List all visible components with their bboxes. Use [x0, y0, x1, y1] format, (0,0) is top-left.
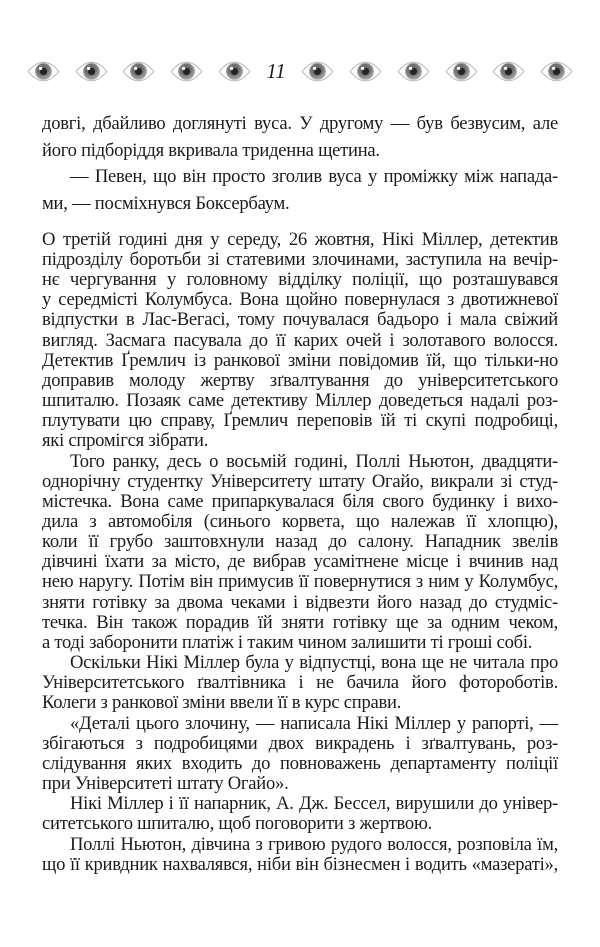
eye-ornament-icon — [397, 61, 430, 82]
text-line: плутувати цю справу, Ґремлич переповів їй ті скупі подробиці, — [42, 410, 558, 432]
text-line: шпиталю. Позаяк саме детективу Міллер доведеться надалі роз- — [42, 390, 558, 412]
eye-ornament-icon — [540, 61, 573, 82]
text-line: дівчині їхати за місто, де вибрав усамітнене місце і вчинив над — [42, 551, 558, 573]
text-line: у середмісті Колумбуса. Вона щойно повернулася з двотижневої — [42, 289, 558, 311]
text-line: Оскільки Нікі Міллер була у відпустці, вона ще не читала про — [70, 652, 558, 674]
paragraph — [42, 835, 558, 875]
text-line: відпустки в Лас-Вегасі, тому почувалася бадьоро і мала свіжий — [42, 309, 558, 331]
text-column — [42, 111, 558, 875]
text-line: а тоді заборонити платіж і таким чином залишити ті гроші собі. — [42, 631, 533, 653]
text-line: Нікі Міллер і її напарник, А. Дж. Бессел, вирушили до універ- — [70, 793, 558, 815]
eye-ornament-icon — [349, 61, 382, 82]
text-line: «Деталі цього злочину, — написала Нікі Міллер у рапорті, — — [70, 712, 558, 734]
text-line: ми, — посміхнувся Боксербаум. — [42, 193, 290, 215]
text-line: — Певен, що він просто зголив вуса у проміжку між напада- — [70, 166, 558, 188]
page-number: 11 — [266, 59, 286, 83]
text-line: ситетського шпиталю, щоб поговорити з жертвою. — [42, 813, 432, 835]
text-line: однорічну студентку Університету штату Огайо, викрали зі студ- — [42, 470, 558, 492]
text-line: О третій годині дня у середу, 26 жовтня, Нікі Міллер, детектив — [42, 228, 558, 250]
paragraph — [42, 653, 558, 713]
text-line: Детектив Ґремлич із ранкової зміни повідомив їй, що тільки-но — [42, 349, 558, 371]
text-line: Поллі Ньютон, дівчина з гривою рудого волосся, розповіла їм, — [70, 833, 558, 855]
eye-ornament-icon — [75, 61, 108, 82]
text-line: зняти готівку за двома чеками і відвезти його назад до студміс- — [42, 591, 558, 613]
paragraph — [42, 230, 558, 452]
text-line: дила з автомобіля (синього корвета, що належав її хлопцю), — [42, 511, 558, 532]
text-line: які спромігся зібрати. — [42, 430, 209, 452]
paragraph — [42, 111, 558, 164]
eye-ornament-icon — [218, 61, 251, 82]
text-line: Колеги з ранкової зміни ввели її в курс справи. — [42, 692, 402, 714]
paragraph — [42, 714, 558, 795]
text-line: нє чергування у головному відділку поліції, що розташувався — [42, 269, 558, 291]
text-line: підрозділу боротьби зі статевими злочинами, заступила на вечір- — [42, 248, 558, 270]
text-line: вигляд. Засмага пасувала до її карих очей і золотавого волосся. — [42, 329, 558, 351]
paragraph — [42, 164, 558, 217]
eye-ornament-icon — [445, 61, 478, 82]
eye-ornament-icon — [27, 61, 60, 82]
eye-ornament-icon — [122, 61, 155, 82]
paragraph — [42, 794, 558, 834]
text-line: доправив молоду жертву зґвалтування до університетського — [42, 369, 558, 391]
text-line: його підборіддя вкривала триденна щетина. — [42, 139, 380, 161]
paragraph — [42, 452, 558, 654]
text-line: містечка. Вона саме припаркувалася біля свого будинку і вихо- — [42, 490, 558, 512]
eye-ornament-icon — [170, 61, 203, 82]
eye-ornament-icon — [492, 61, 525, 82]
header-ornament-row — [27, 58, 573, 84]
text-line: при Університеті штату Огайо». — [42, 773, 289, 795]
eye-ornament-icon — [301, 61, 334, 82]
text-line: що її кривдник нахвалявся, ніби він бізнесмен і водить «мазераті», — [42, 853, 558, 875]
text-line: Того ранку, десь о восьмій годині, Поллі Ньютон, двадцяти- — [70, 450, 558, 472]
text-line: коли її грубо заштовхнули назад до салону. Нападник звелів — [42, 531, 558, 553]
text-line: нею наругу. Потім він примусив її повернутися з ним у Колумбус, — [42, 571, 558, 593]
text-line: Університетського ґвалтівника і не бачила його фотороботів. — [42, 672, 558, 694]
text-line: довгі, дбайливо доглянуті вуса. У другому — був безвусим, але — [42, 113, 558, 134]
text-line: течка. Він також порадив їй зняти готівку ще за одним чеком, — [42, 611, 558, 633]
text-line: збігаються з подробицями двох викрадень і зґвалтувань, роз- — [42, 732, 558, 754]
text-line: слідування яких входить до повноважень департаменту поліції — [42, 752, 558, 774]
